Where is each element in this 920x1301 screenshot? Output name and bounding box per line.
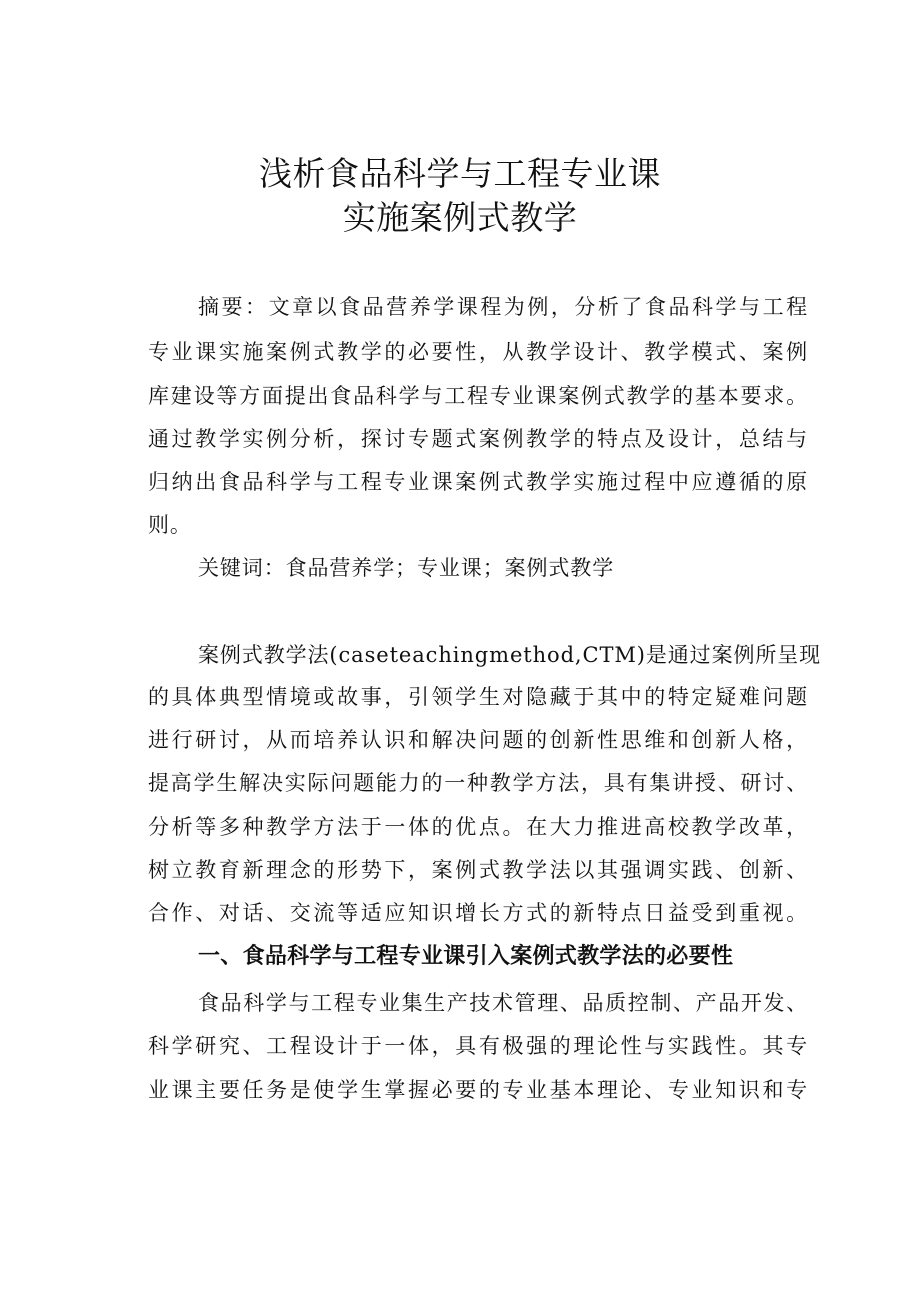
abstract-line: 专业课实施案例式教学的必要性，从教学设计、教学模式、案例 (148, 340, 808, 364)
abstract-line: 则。 (148, 513, 192, 537)
intro-line: 分析等多种教学方法于一体的优点。在大力推进高校教学改革， (148, 815, 808, 839)
section-line: 科学研究、工程设计于一体，具有极强的理论性与实践性。其专 (148, 1034, 808, 1058)
intro-line: 进行研讨，从而培养认识和解决问题的创新性思维和创新人格， (148, 728, 808, 752)
intro-line: 提高学生解决实际问题能力的一种教学方法，具有集讲授、研讨、 (148, 771, 808, 795)
abstract-line: 通过教学实例分析，探讨专题式案例教学的特点及设计，总结与 (148, 427, 808, 451)
keywords: 关键词：食品营养学；专业课；案例式教学 (198, 556, 615, 580)
intro-line: 合作、对话、交流等适应知识增长方式的新特点日益受到重视。 (148, 901, 808, 925)
paper-title-line-2: 实施案例式教学 (342, 198, 578, 237)
abstract-line: 摘要：文章以食品营养学课程为例，分析了食品科学与工程 (198, 295, 808, 319)
section-heading: 一、食品科学与工程专业课引入案例式教学法的必要性 (198, 944, 734, 969)
intro-line: 案例式教学法(caseteachingmethod,CTM)是通过案例所呈现 (198, 643, 822, 667)
intro-line: 树立教育新理念的形势下，案例式教学法以其强调实践、创新、 (148, 858, 808, 882)
abstract-line: 归纳出食品科学与工程专业课案例式教学实施过程中应遵循的原 (148, 470, 808, 494)
intro-line: 的具体典型情境或故事，引领学生对隐藏于其中的特定疑难问题 (148, 685, 808, 709)
abstract-line: 库建设等方面提出食品科学与工程专业课案例式教学的基本要求。 (148, 384, 808, 408)
paper-title-line-1: 浅析食品科学与工程专业课 (259, 154, 661, 193)
section-line: 食品科学与工程专业集生产技术管理、品质控制、产品开发、 (198, 991, 808, 1015)
section-line: 业课主要任务是使学生掌握必要的专业基本理论、专业知识和专 (148, 1078, 808, 1102)
